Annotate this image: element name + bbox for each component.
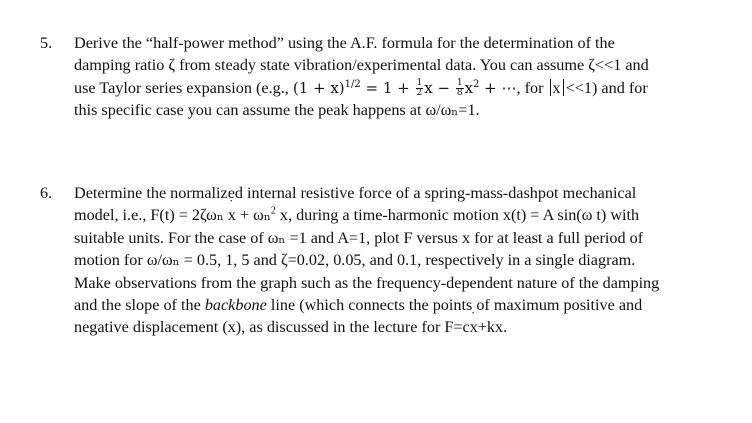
- text-line: damping ratio ζ from steady state vibration/experimental data. You can assume ζ<<1 and: [74, 56, 649, 75]
- text-segment: + ωₙ: [235, 206, 271, 225]
- text-segment: negative displacement (x), as discussed in the lecture for F=c: [74, 318, 470, 337]
- abs-bar-left: [550, 79, 551, 96]
- x-dot: ˙ x: [470, 316, 478, 338]
- text-segment: x, during a time-harmonic motion x(t) = A sin(ω t) with: [275, 206, 640, 225]
- question-number: 6.: [40, 184, 53, 202]
- text-line: [74, 77, 649, 99]
- fraction-denominator: 8: [456, 88, 463, 99]
- text-line: [74, 316, 659, 338]
- abs-bar-right: [563, 79, 564, 96]
- fraction-half: [416, 79, 424, 98]
- text-segment: line (which connects the points of maximum positive and: [266, 296, 643, 315]
- expr-tail: + ⋯: [479, 78, 517, 97]
- expr-square: 2: [473, 78, 480, 90]
- fraction-eighth: [456, 79, 464, 98]
- fraction-denominator: 2: [416, 88, 423, 99]
- text-line: [74, 294, 659, 316]
- question-text: [74, 182, 659, 339]
- text-segment: use Taylor series expansion (e.g.,: [74, 78, 293, 97]
- expr-equals: = 1 +: [360, 78, 415, 97]
- text-line: this specific case you can assume the peak happens at ω/ωₙ=1.: [74, 101, 480, 120]
- x-dot: ˙ x: [228, 204, 236, 226]
- fraction-numerator: 1: [456, 78, 463, 89]
- expr-term: x −: [424, 78, 455, 97]
- text-line: [74, 204, 659, 226]
- text-line: Derive the “half-power method” using the A.F. formula for the determination of the: [74, 34, 615, 52]
- emphasis-backbone: backbone: [204, 296, 267, 315]
- expr-base: (1 + x): [292, 78, 345, 97]
- text-segment: and the slope of the: [74, 296, 205, 315]
- expr-term: x: [464, 78, 474, 97]
- question-text: [74, 32, 649, 122]
- taylor-expression: [293, 79, 517, 97]
- expr-exponent: 1/2: [344, 78, 361, 90]
- text-segment: +kx.: [477, 318, 508, 337]
- abs-value: x: [552, 78, 561, 97]
- question-number: 5.: [40, 34, 53, 52]
- omega-square: 2: [270, 206, 276, 218]
- text-line: motion for ω/ωₙ = 0.5, 1, 5 and ζ=0.02, 0.05, and 0.1, respectively in a single diagram.: [74, 251, 636, 270]
- text-line: Make observations from the graph such as the frequency-dependent nature of the damping: [74, 273, 660, 292]
- text-segment: <<1) and for: [565, 78, 648, 97]
- text-segment: , for: [516, 78, 548, 97]
- text-segment: model, i.e., F(t) = 2ζωₙ: [74, 206, 228, 225]
- text-line: suitable units. For the case of ωₙ =1 and A=1, plot F versus x for at least a full period of: [74, 228, 644, 247]
- text-line: Determine the normalized internal resistive force of a spring-mass-dashpot mechanical: [74, 184, 637, 202]
- fraction-numerator: 1: [416, 78, 423, 89]
